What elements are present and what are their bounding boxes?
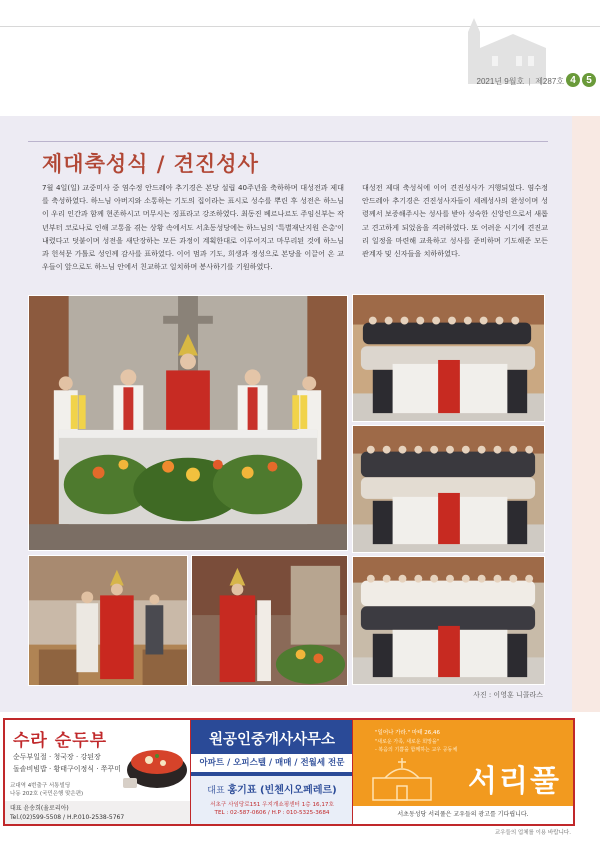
photo-altar-mass [28,295,348,551]
issue-date: 2021년 9월호 [476,77,525,86]
ad-tofu-address-line2: 나동 202호 (국민은행 맞은편) [10,791,84,797]
ad-tofu-address-line1: 교대역 4번출구 서통빌딩 [10,783,71,789]
ad-promo-line2: - 복음의 기쁨을 함께하는 교우 공동체 [375,747,458,753]
ad-tofu-contact [5,801,191,824]
footer-note: 교우들의 업체를 이용 바랍니다. [494,830,571,836]
article-paragraph-right: 대성전 제대 축성식에 이어 견진성사가 거행되었다. 염수정 안드레아 추기경은 견진성사자들이 세례성사의 완성이며 성령께서 보증해주시는 성사를 받아 성숙한 신앙인으로서 새롭고 견고하게 되었음을 격려하였다. 또 어려운 시기에 견진교리 일정을 마련해 교육하고 성사를 준비하며 기도해준 모든 관계자 및 신자들을 치하하였다. [362,183,548,259]
ad-tofu-menu [13,751,121,775]
ad-tofu-title: 수라 순두부 [13,731,108,751]
page-number-left: 4 [566,73,580,87]
issue-number: 제287호 [535,77,564,86]
ad-realty-types: 아파트 / 오피스텔 / 매매 / 전월세 전문 [191,754,353,772]
ad-realty-contact [191,776,353,824]
article-title: 제대축성식 / 견진성사 [42,151,259,176]
page-number-right: 5 [582,73,596,87]
ad-tofu-menu-line2: 돌솥비빔밥 · 황태구이정식 · 쭈꾸미 [13,765,122,773]
ad-realty-representative [191,781,353,796]
photo-credit: 사진 : 이영훈 니콜라스 [473,691,543,699]
ad-seoripul-promo[interactable] [353,720,573,824]
ad-realty-rep-name: 홍기표 (빈첸시오페레르) [227,785,337,796]
title-rule [28,141,548,142]
ad-realty-address: 서초구 사임당로151 우지개쇼핑센터 1층 16,17호 [210,802,334,808]
ad-tofu-contact-line1: 대표 윤송희(율로리아) [10,805,69,812]
ad-promo-bottom: 서초동성당 서리풀은 교우들의 광고를 기다립니다. [353,806,573,824]
ad-promo-logo: 서리풀 [468,764,561,799]
ad-tofu-address [10,782,83,798]
church-silhouette-icon [446,18,556,84]
ad-sura-tofu[interactable] [5,720,191,824]
photo-blessing [191,555,348,686]
tofu-stew-pot-icon [117,732,189,794]
ad-promo-quote: "일어나 가라." 마태 26,46 [375,730,440,736]
photo-group-2 [352,425,545,553]
ad-promo-lines [375,738,457,754]
issue-info: 2021년 9월호 | 제287호 [476,77,564,86]
ads-strip [3,718,575,826]
ad-tofu-contact-line2: Tel.(02)599-5508 / H.P.010-2538-5767 [10,814,125,821]
ad-realty-rep-label: 대표 [207,786,225,796]
ad-tofu-menu-line1: 순두부일절 · 청국장 · 강된장 [13,753,101,761]
church-outline-icon [367,756,437,802]
photo-procession [28,555,188,686]
page-numbers [566,73,596,87]
ad-realty-title: 원공인중개사사무소 [208,732,336,748]
photo-group-1 [352,294,545,422]
article-panel-edge [572,116,600,712]
article-paragraph-left: 7월 4일(일) 교중미사 중 염수정 안드레아 추기경은 본당 설립 40주년을 축하하며 대성전과 제대를 축성하였다. 하느님 아버지와 소통하는 기도의 집이라는 표시로 성수를 뿌린 후 성전은 하느님이 우리 인간과 함께 현존하시고 머무시는 징표라고 강조하였다. 최동진 베르나르도 주임신부는 작년부터 코로나로 인해 고통을 겪는 상황 속에서도 서초동성당에는 하느님의 '특별재난지원 은총'이 내렸다고 덧붙이며 성전을 새단장하는 모든 과정이 계획한대로 이루어지고 마무리된 것에 하느님과 헌석문 가톨로 성인께 감사를 표하였다. 이어 멈과 기도, 희생과 정성으로 본당을 이끌어 온 교우들이 앞으로도 하느님 안에서 친교하고 일치하며 봉사하기를 기원하였다. [42,183,344,272]
ad-promo-line1: "새로운 가족, 새로운 희망을" [375,739,440,745]
photo-group-3 [352,556,545,685]
ad-realty-tel: TEL : 02-587-0606 / H.P : 010-5325-3684 [214,810,330,816]
ad-realty-office[interactable] [191,720,353,824]
